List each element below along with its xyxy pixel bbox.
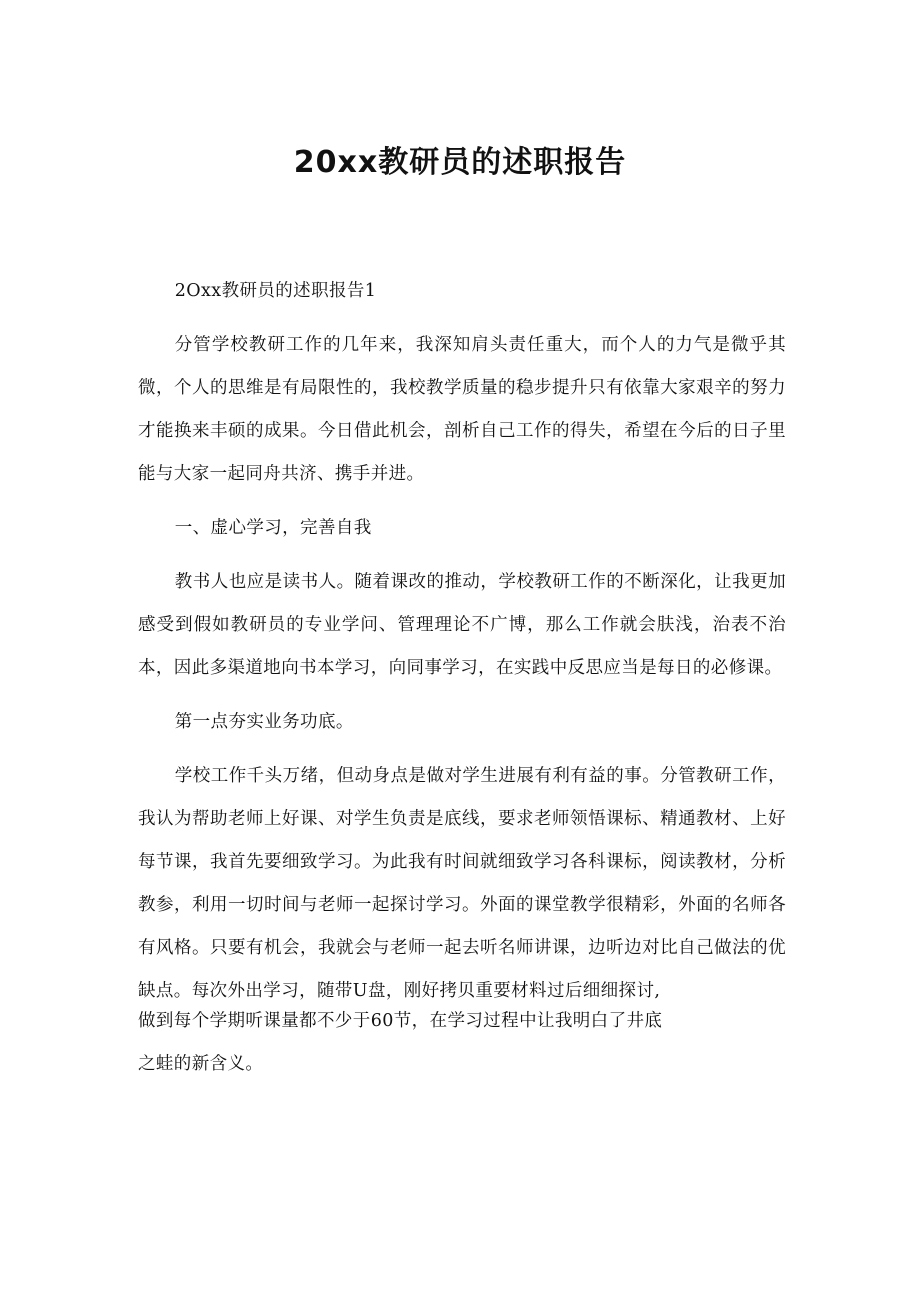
document-title: 20xx教研员的述职报告: [293, 145, 627, 180]
subsection-heading: 第一点夯实业务功底。: [174, 712, 354, 732]
section-heading: 2Oxx教研员的述职报告1: [174, 281, 377, 301]
continuation-line: 之蛙的新含义。: [138, 1054, 264, 1074]
document-body: [138, 270, 786, 1081]
paragraph: 学校工作千头万绪，但动身点是做对学生进展有利有益的事。分管教研工作，我认为帮助老师上好课、对学生负责是底线，要求老师领悟课标、精通教材、上好每节课，我首先要细致学习。为此我有时间就细致学习各科课标，阅读教材，分析教参，利用一切时间与老师一起探讨学习。外面的课堂教学很精彩，外面的名师各有风格。只要有机会，我就会与老师一起去听名师讲课，边听边对比自己做法的优缺点。每次外出学习，随带U盘，刚好拷贝重要材料过后细细探讨,: [138, 766, 786, 1001]
paragraph: 教书人也应是读书人。随着课改的推动，学校教研工作的不断深化，让我更加感受到假如教研员的专业学问、管理理论不广博，那么工作就会肤浅，治表不治本，因此多渠道地向书本学习，向同事学习，在实践中反思应当是每日的必修课。: [138, 572, 786, 678]
section-heading: 一、虚心学习，完善自我: [174, 518, 372, 538]
continuation-line: 做到每个学期听课量都不少于60节，在学习过程中让我明白了井底: [138, 1011, 663, 1031]
paragraph: 分管学校教研工作的几年来，我深知肩头责任重大，而个人的力气是微乎其微，个人的思维是有局限性的，我校教学质量的稳步提升只有依靠大家艰辛的努力才能换来丰硕的成果。今日借此机会，剖析自己工作的得失，希望在今后的日子里能与大家一起同舟共济、携手并进。: [138, 335, 786, 484]
